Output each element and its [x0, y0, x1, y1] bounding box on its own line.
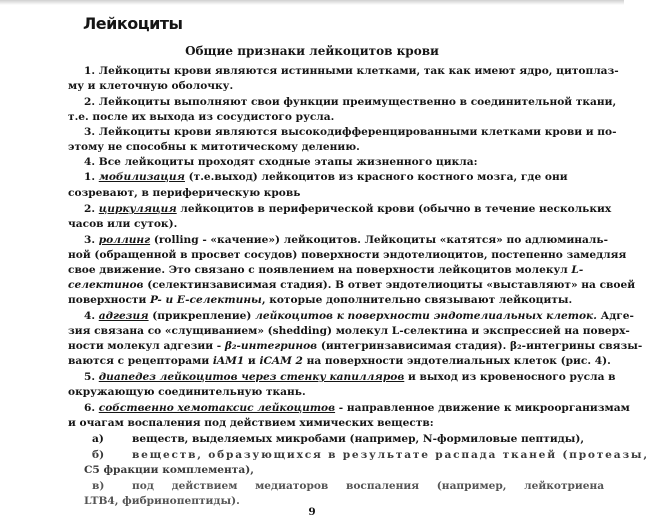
term-l: L-	[571, 264, 584, 276]
line-text: свое движение. Это связано с появлением на поверхности лейкоцитов молекул	[68, 264, 572, 276]
text-line: му и клеточную оболочку.	[68, 80, 234, 92]
section-heading: Лейкоциты	[83, 14, 183, 33]
text-line: под действием медиаторов воспаления (например, лейкотриена	[132, 480, 605, 492]
term-mobilization: мобилизация	[98, 171, 185, 183]
text-line	[68, 278, 635, 292]
list-marker: б)	[92, 449, 105, 461]
text-line: часов или суток).	[68, 218, 178, 230]
term-circulation: циркуляция	[98, 203, 177, 215]
text-line: ной (обращенной в просвет сосудов) поверхности эндотелиоцитов, постепенно замедляя	[68, 249, 627, 261]
text-line: веществ, образующихся в результате распада тканей (протеазы,	[132, 449, 649, 461]
text-line: этому не способны к митотическому делению.	[68, 141, 360, 153]
italic-phrase: лейкоцитов к поверхности эндотелиальных клеток.	[255, 310, 597, 322]
term-iam1: iAM1	[212, 355, 245, 367]
subheading: Общие признаки лейкоцитов крови	[185, 44, 439, 58]
list-number: 5.	[84, 371, 99, 383]
term-rolling: роллинг	[98, 234, 151, 246]
text-line	[84, 309, 634, 323]
list-number: 6.	[84, 402, 99, 414]
text-line: и очагам воспаления под действием химических веществ:	[68, 417, 434, 429]
list-number: 2.	[84, 203, 99, 215]
list-number: 3.	[84, 234, 99, 246]
line-text: (селектинзависимая стадия). В ответ эндотелиоциты «выставляют» на своей	[143, 279, 636, 291]
page-number: 9	[308, 506, 316, 518]
list-marker: а)	[92, 433, 104, 445]
scan-edge	[0, 0, 624, 5]
line-text: на поверхности эндотелиальных клеток (рис. 4).	[302, 355, 611, 367]
term-chemotaxis: собственно хемотаксис лейкоцитов	[98, 402, 336, 414]
text-line	[84, 170, 568, 184]
line-text: ваются с рецепторами	[68, 355, 213, 367]
text-line	[84, 233, 608, 247]
text-line: созревают, в периферическую кровь	[68, 187, 301, 199]
text-line: веществ, выделяемых микробами (например, N-формиловые пептиды),	[132, 433, 585, 445]
text-line: 4. Все лейкоциты проходят сходные этапы жизненного цикла:	[84, 156, 478, 168]
text-line: 1. Лейкоциты крови являются истинными клетками, так как имеют ядро, цитоплаз-	[84, 65, 619, 77]
term-integrins: β₂-интегринов	[224, 340, 318, 352]
text-line	[68, 293, 572, 307]
text-line: 3. Лейкоциты крови являются высокодифференцированными клетками крови и по-	[84, 126, 617, 138]
line-text: ности молекул адгезии -	[68, 340, 225, 352]
list-number: 4.	[84, 310, 99, 322]
term-pe-selectins: P- и E-селектины	[150, 294, 262, 306]
text-line	[84, 370, 616, 384]
line-text: (прикрепление)	[148, 310, 256, 322]
line-text: (интегринзависимая стадия). β₂-интегрины связы-	[317, 340, 643, 352]
text-line	[84, 202, 611, 216]
line-text: (т.е.выход) лейкоцитов из красного костного мозга, где они	[184, 171, 568, 183]
line-text: и	[244, 355, 260, 367]
line-text: поверхности	[68, 294, 151, 306]
text-line: окружающую соединительную ткань.	[68, 386, 306, 398]
line-text: , которые дополнительно связывают лейкоциты.	[261, 294, 573, 306]
term-adhesion: адгезия	[98, 310, 149, 322]
text-line	[68, 263, 583, 277]
text-line: С5 фракции комплемента),	[84, 464, 254, 476]
text-line: LTB4, фибринопептиды).	[84, 495, 240, 507]
text-line	[84, 401, 630, 415]
term-selectins: селектинов	[68, 279, 144, 291]
list-number: 1.	[84, 171, 99, 183]
term-icam2: iCAM 2	[259, 355, 303, 367]
term-diapedesis: диапедез лейкоцитов через стенку капилляров	[98, 371, 405, 383]
line-text: лейкоцитов в периферической крови (обычно в течение нескольких	[176, 203, 612, 215]
line-text: (rolling - «качение») лейкоцитов. Лейкоциты «катятся» по адлюминаль-	[150, 234, 608, 246]
text-line: 2. Лейкоциты выполняют свои функции преимущественно в соединительной ткани,	[84, 96, 617, 108]
line-text: и выход из кровеносного русла в	[404, 371, 616, 383]
text-line: т.е. после их выхода из сосудистого русла.	[68, 111, 335, 123]
text-line: зия связана со «слущиванием» (shedding) молекул L-селектина и экспрессией на поверх-	[68, 325, 630, 337]
list-marker: в)	[92, 480, 105, 492]
text-line	[68, 339, 642, 353]
text-line	[68, 354, 611, 368]
line-text: Адге-	[596, 310, 634, 322]
line-text: - направленное движение к микроорганизмам	[335, 402, 630, 414]
